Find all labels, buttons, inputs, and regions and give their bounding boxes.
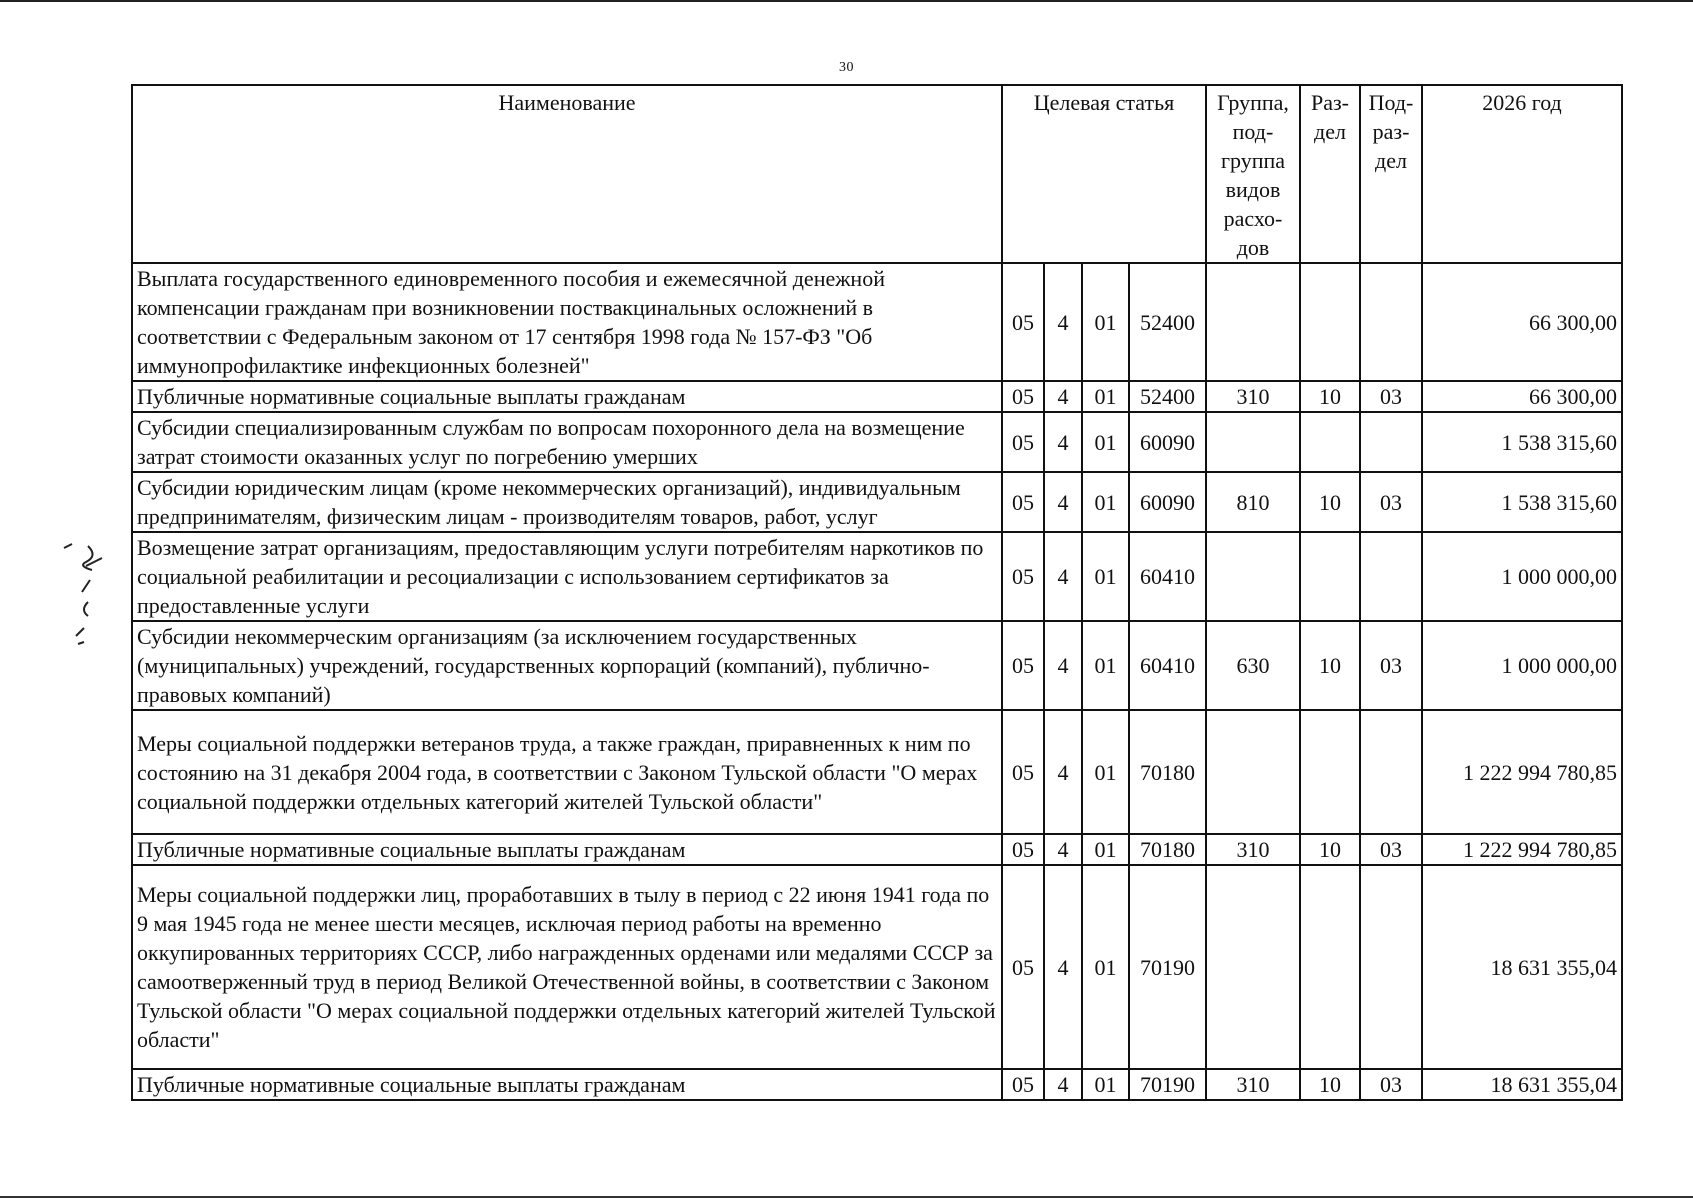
target-article-part-4: 70180 xyxy=(1129,834,1206,865)
row-name: Субсидии некоммерческим организациям (за исключением государственных (муниципальных) учреждений, государственных корпораций (компаний), публично-правовых компаний) xyxy=(132,621,1002,710)
table-row xyxy=(132,621,1622,710)
target-article-part-3: 01 xyxy=(1082,621,1129,710)
amount-cell: 18 631 355,04 xyxy=(1422,1069,1622,1100)
subsection-cell xyxy=(1360,412,1422,472)
amount-cell: 1 222 994 780,85 xyxy=(1422,834,1622,865)
subsection-cell xyxy=(1360,865,1422,1069)
row-name: Субсидии специализированным службам по вопросам похоронного дела на возмещение затрат стоимости оказанных услуг по погребению умерших xyxy=(132,412,1002,472)
table-row xyxy=(132,1069,1622,1100)
table-row xyxy=(132,472,1622,532)
target-article-part-1: 05 xyxy=(1002,381,1044,412)
target-article-part-4: 60410 xyxy=(1129,532,1206,621)
section-cell xyxy=(1300,710,1360,834)
column-header-expense-group: Группа, под-группа видов расхо-дов xyxy=(1206,85,1300,263)
column-header-subsection: Под-раз-дел xyxy=(1360,85,1422,263)
target-article-part-3: 01 xyxy=(1082,472,1129,532)
expense-group-cell: 310 xyxy=(1206,381,1300,412)
expense-group-cell xyxy=(1206,865,1300,1069)
expense-group-cell: 810 xyxy=(1206,472,1300,532)
target-article-part-4: 60090 xyxy=(1129,412,1206,472)
table-row xyxy=(132,532,1622,621)
target-article-part-4: 52400 xyxy=(1129,381,1206,412)
section-cell xyxy=(1300,412,1360,472)
expense-group-cell: 630 xyxy=(1206,621,1300,710)
target-article-part-2: 4 xyxy=(1044,710,1082,834)
column-header-section: Раз-дел xyxy=(1300,85,1360,263)
row-name: Меры социальной поддержки лиц, проработавших в тылу в период с 22 июня 1941 года по 9 мая 1945 года не менее шести месяцев, исключая период работы на временно оккупированных территориях СССР, либо награжденных орденами или медалями СССР за самоотверженный труд в период Великой Отечественной войны, в соответствии с Законом Тульской области "О мерах социальной поддержки отдельных категорий жителей Тульской области" xyxy=(132,865,1002,1069)
target-article-part-1: 05 xyxy=(1002,710,1044,834)
target-article-part-4: 70180 xyxy=(1129,710,1206,834)
column-header-target-article: Целевая статья xyxy=(1002,85,1206,263)
amount-cell: 18 631 355,04 xyxy=(1422,865,1622,1069)
handwritten-mark xyxy=(58,540,108,650)
column-header-year: 2026 год xyxy=(1422,85,1622,263)
amount-cell: 1 538 315,60 xyxy=(1422,472,1622,532)
target-article-part-4: 70190 xyxy=(1129,1069,1206,1100)
target-article-part-4: 70190 xyxy=(1129,865,1206,1069)
row-name: Публичные нормативные социальные выплаты гражданам xyxy=(132,1069,1002,1100)
table-row xyxy=(132,710,1622,834)
target-article-part-3: 01 xyxy=(1082,263,1129,381)
target-article-part-3: 01 xyxy=(1082,834,1129,865)
target-article-part-4: 60410 xyxy=(1129,621,1206,710)
target-article-part-3: 01 xyxy=(1082,532,1129,621)
subsection-cell xyxy=(1360,263,1422,381)
section-cell xyxy=(1300,865,1360,1069)
expense-group-cell: 310 xyxy=(1206,1069,1300,1100)
target-article-part-1: 05 xyxy=(1002,532,1044,621)
subsection-cell: 03 xyxy=(1360,621,1422,710)
amount-cell: 1 222 994 780,85 xyxy=(1422,710,1622,834)
section-cell: 10 xyxy=(1300,472,1360,532)
amount-cell: 1 000 000,00 xyxy=(1422,532,1622,621)
budget-table xyxy=(131,84,1623,1101)
target-article-part-1: 05 xyxy=(1002,263,1044,381)
page-number: 30 xyxy=(839,60,854,75)
subsection-cell: 03 xyxy=(1360,381,1422,412)
target-article-part-2: 4 xyxy=(1044,621,1082,710)
target-article-part-3: 01 xyxy=(1082,865,1129,1069)
section-cell xyxy=(1300,532,1360,621)
target-article-part-2: 4 xyxy=(1044,472,1082,532)
amount-cell: 66 300,00 xyxy=(1422,263,1622,381)
expense-group-cell xyxy=(1206,710,1300,834)
expense-group-cell xyxy=(1206,263,1300,381)
row-name: Субсидии юридическим лицам (кроме некоммерческих организаций), индивидуальным предпринимателям, физическим лицам - производителям товаров, работ, услуг xyxy=(132,472,1002,532)
row-name: Выплата государственного единовременного пособия и ежемесячной денежной компенсации гражданам при возникновении поствакцинальных осложнений в соответствии с Федеральным законом от 17 сентября 1998 года № 157-ФЗ "Об иммунопрофилактике инфекционных болезней" xyxy=(132,263,1002,381)
subsection-cell: 03 xyxy=(1360,472,1422,532)
section-cell: 10 xyxy=(1300,621,1360,710)
table-row xyxy=(132,412,1622,472)
target-article-part-2: 4 xyxy=(1044,834,1082,865)
target-article-part-2: 4 xyxy=(1044,1069,1082,1100)
target-article-part-2: 4 xyxy=(1044,865,1082,1069)
target-article-part-3: 01 xyxy=(1082,710,1129,834)
scan-border-top xyxy=(0,0,1693,2)
target-article-part-1: 05 xyxy=(1002,472,1044,532)
table-row xyxy=(132,263,1622,381)
table-row xyxy=(132,834,1622,865)
section-cell: 10 xyxy=(1300,834,1360,865)
expense-group-cell: 310 xyxy=(1206,834,1300,865)
row-name: Публичные нормативные социальные выплаты гражданам xyxy=(132,834,1002,865)
target-article-part-4: 60090 xyxy=(1129,472,1206,532)
section-cell xyxy=(1300,263,1360,381)
subsection-cell xyxy=(1360,532,1422,621)
subsection-cell: 03 xyxy=(1360,1069,1422,1100)
target-article-part-1: 05 xyxy=(1002,621,1044,710)
subsection-cell: 03 xyxy=(1360,834,1422,865)
target-article-part-3: 01 xyxy=(1082,381,1129,412)
target-article-part-2: 4 xyxy=(1044,532,1082,621)
target-article-part-3: 01 xyxy=(1082,1069,1129,1100)
target-article-part-3: 01 xyxy=(1082,412,1129,472)
row-name: Возмещение затрат организациям, предоставляющим услуги потребителям наркотиков по социальной реабилитации и ресоциализации с использованием сертификатов за предоставленные услуги xyxy=(132,532,1002,621)
target-article-part-2: 4 xyxy=(1044,381,1082,412)
section-cell: 10 xyxy=(1300,381,1360,412)
target-article-part-4: 52400 xyxy=(1129,263,1206,381)
header-row xyxy=(132,85,1622,263)
subsection-cell xyxy=(1360,710,1422,834)
target-article-part-2: 4 xyxy=(1044,263,1082,381)
amount-cell: 66 300,00 xyxy=(1422,381,1622,412)
amount-cell: 1 538 315,60 xyxy=(1422,412,1622,472)
row-name: Публичные нормативные социальные выплаты гражданам xyxy=(132,381,1002,412)
row-name: Меры социальной поддержки ветеранов труда, а также граждан, приравненных к ним по состоянию на 31 декабря 2004 года, в соответствии с Законом Тульской области "О мерах социальной поддержки отдельных категорий жителей Тульской области" xyxy=(132,710,1002,834)
scan-border-bottom xyxy=(0,1196,1693,1198)
target-article-part-2: 4 xyxy=(1044,412,1082,472)
amount-cell: 1 000 000,00 xyxy=(1422,621,1622,710)
expense-group-cell xyxy=(1206,412,1300,472)
target-article-part-1: 05 xyxy=(1002,412,1044,472)
expense-group-cell xyxy=(1206,532,1300,621)
section-cell: 10 xyxy=(1300,1069,1360,1100)
table-row xyxy=(132,381,1622,412)
table-row xyxy=(132,865,1622,1069)
target-article-part-1: 05 xyxy=(1002,1069,1044,1100)
column-header-name: Наименование xyxy=(132,85,1002,263)
target-article-part-1: 05 xyxy=(1002,865,1044,1069)
target-article-part-1: 05 xyxy=(1002,834,1044,865)
